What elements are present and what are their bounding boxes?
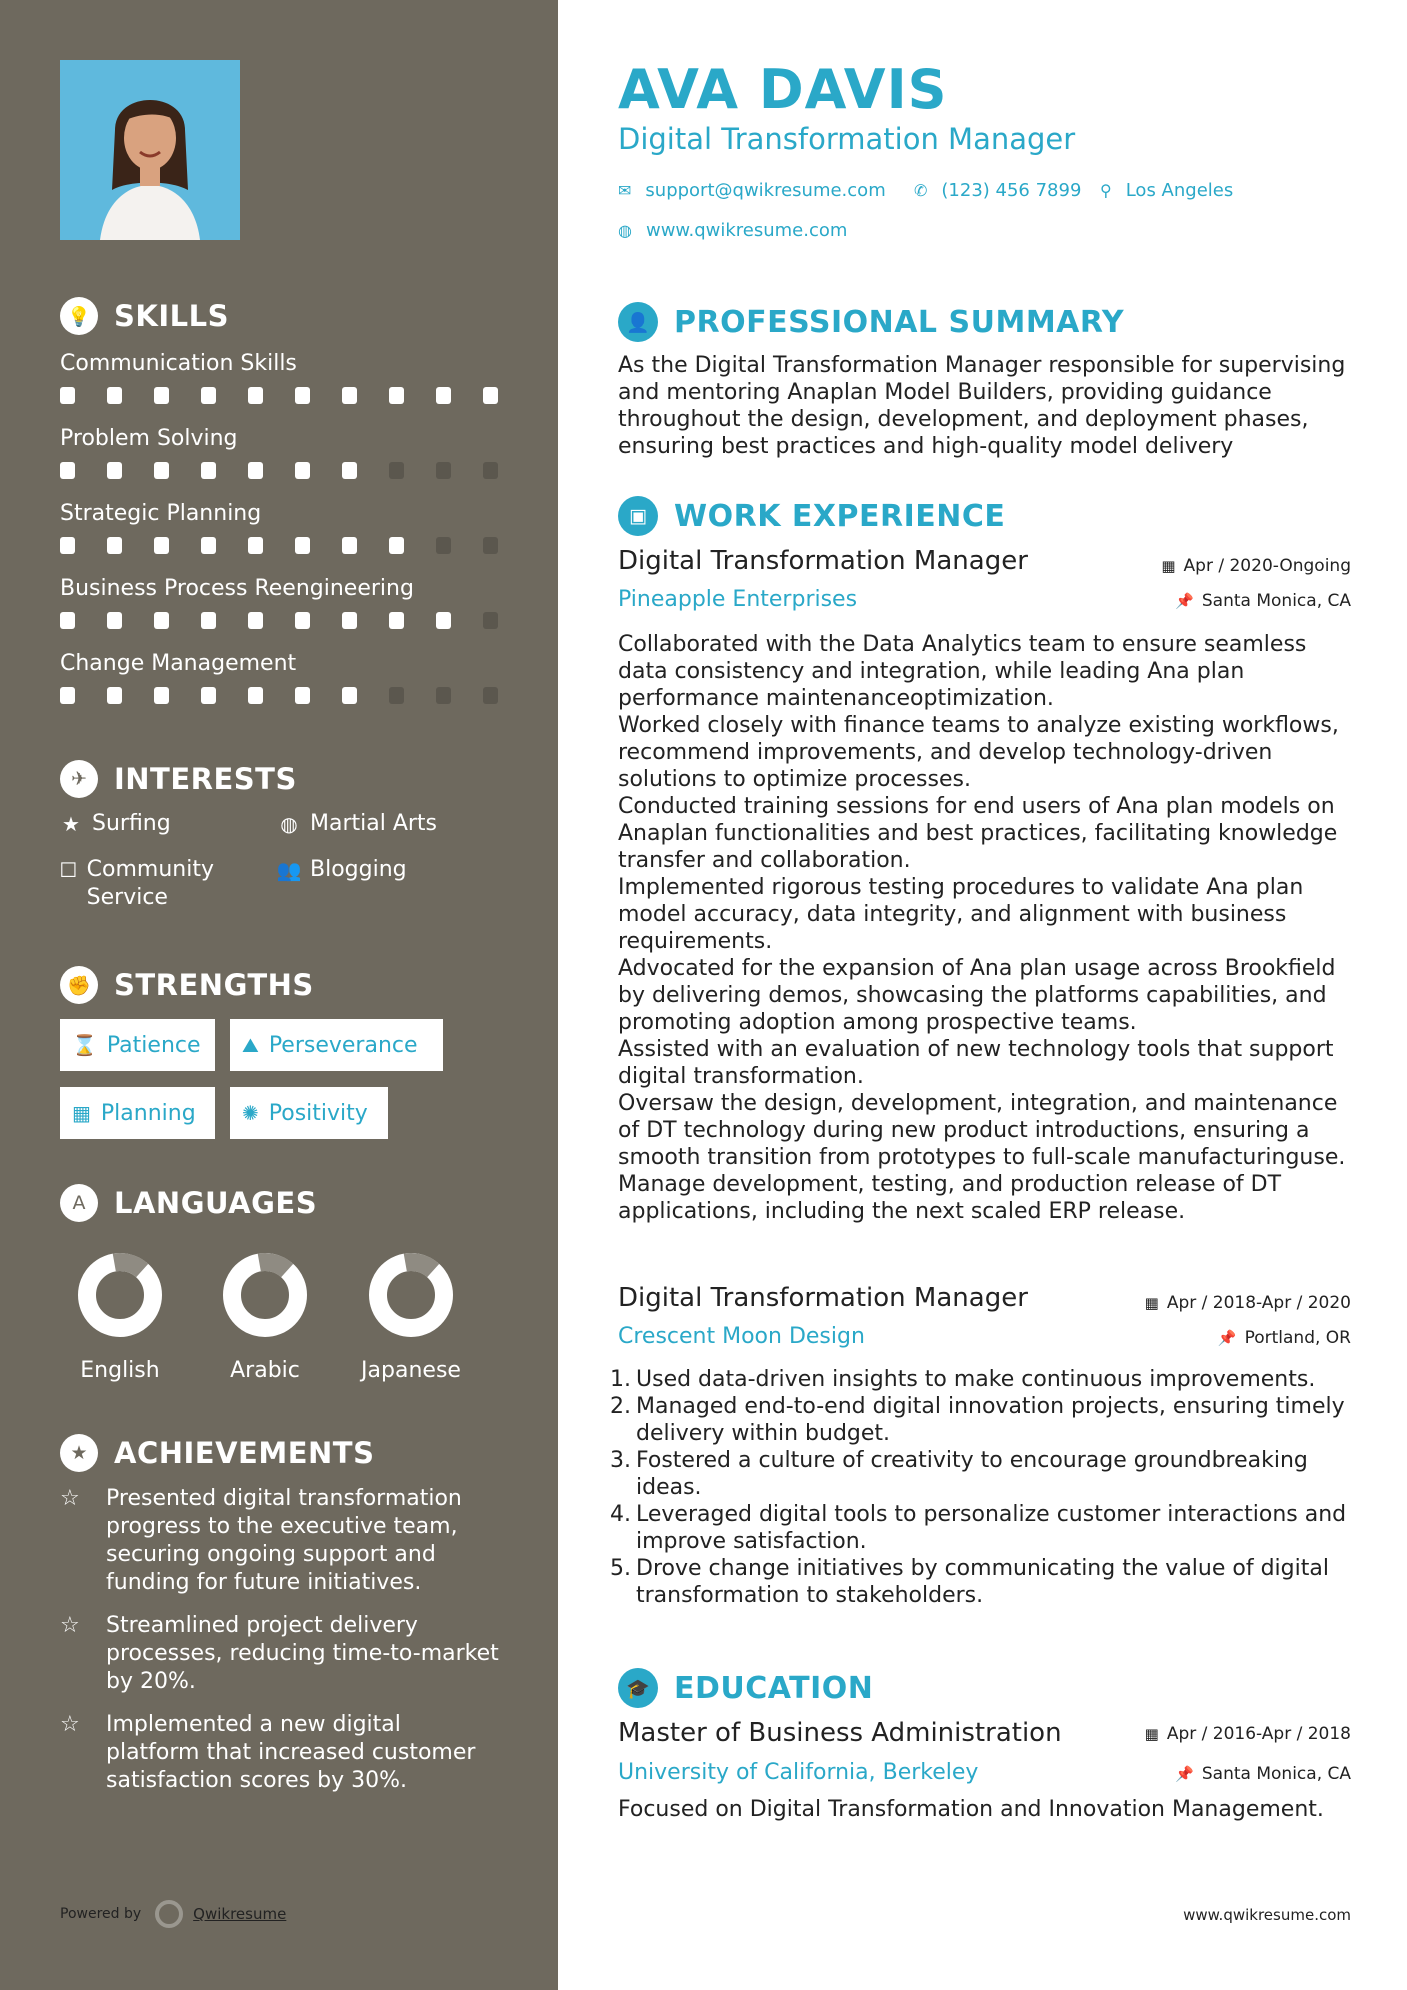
degree-title: Master of Business Administration xyxy=(618,1718,1062,1748)
language-label: English xyxy=(80,1358,160,1383)
interest-label: Blogging xyxy=(310,857,407,882)
list-number: 1. xyxy=(610,1367,631,1392)
skill-dot-filled xyxy=(60,387,75,404)
skill-dot-filled xyxy=(248,687,263,704)
list-item xyxy=(610,1366,1358,1393)
hand-icon: ☐ xyxy=(59,858,78,882)
skill-dot-filled xyxy=(248,387,263,404)
phone-icon: ✆ xyxy=(914,181,928,200)
language-label: Japanese xyxy=(361,1358,461,1383)
summary-heading xyxy=(618,302,1124,342)
education-dates-text: Apr / 2016-Apr / 2018 xyxy=(1166,1724,1351,1744)
skill-dot-empty xyxy=(436,687,451,704)
skill-dot-empty xyxy=(483,462,498,479)
strength-badge xyxy=(230,1019,443,1071)
skill-dot-filled xyxy=(201,387,216,404)
skill-name: Change Management xyxy=(60,651,297,676)
skill-name: Problem Solving xyxy=(60,426,238,451)
list-item xyxy=(610,1555,1358,1609)
footer-website[interactable]: www.qwikresume.com xyxy=(1183,1906,1351,1924)
strength-badge xyxy=(60,1087,215,1139)
language-item xyxy=(190,1250,340,1383)
education-location xyxy=(1175,1764,1351,1784)
phone-text: (123) 456 7899 xyxy=(941,180,1082,201)
sun-icon: ✺ xyxy=(242,1101,259,1125)
envelope-icon: ✉ xyxy=(618,181,632,200)
skill-dot-filled xyxy=(60,687,75,704)
strengths-title: STRENGTHS xyxy=(114,968,314,1002)
pin-icon: 📌 xyxy=(1175,592,1194,610)
skill-dot-filled xyxy=(295,612,310,629)
skill-dot-filled xyxy=(107,612,122,629)
skill-dot-empty xyxy=(483,612,498,629)
language-item xyxy=(336,1250,486,1383)
interest-item xyxy=(276,856,407,884)
strength-label: Positivity xyxy=(268,1100,368,1126)
skill-dot-filled xyxy=(342,462,357,479)
skill-dot-empty xyxy=(436,537,451,554)
job-location xyxy=(1218,1328,1351,1348)
education-heading xyxy=(618,1668,873,1708)
job-dates-text: Apr / 2018-Apr / 2020 xyxy=(1166,1293,1351,1313)
skill-rating xyxy=(60,387,530,404)
skill-dot-filled xyxy=(342,612,357,629)
skill-dot-filled xyxy=(483,387,498,404)
achievement-item xyxy=(60,1711,500,1795)
briefcase-icon: ▣ xyxy=(618,496,658,536)
languages-title: LANGUAGES xyxy=(114,1186,318,1220)
skill-dot-filled xyxy=(201,537,216,554)
skill-dot-filled xyxy=(107,687,122,704)
skill-dot-filled xyxy=(342,537,357,554)
achievement-text: Presented digital transformation progress to the executive team, securing ongoing support and funding for future initiatives. xyxy=(106,1486,462,1595)
calendar-icon: ▦ xyxy=(1144,1294,1159,1312)
skill-dot-filled xyxy=(436,612,451,629)
experience-title: WORK EXPERIENCE xyxy=(674,498,1006,534)
user-icon: 👤 xyxy=(618,302,658,342)
education-location-text: Santa Monica, CA xyxy=(1201,1764,1351,1784)
contact-location xyxy=(1100,180,1233,201)
job-description: Collaborated with the Data Analytics team to ensure seamless data consistency and integration, while leading Ana plan performance maintenanceoptimization. Worked closely with finance teams to analyze existing workflows, recommend improvements, and develop technology-driven solutions to optimize processes. Conducted training sessions for end users of Ana plan models on Anaplan functionalities and best practices, facilitating knowledge transfer and collaboration. Implemented rigorous testing procedures to validate Ana plan model accuracy, data integrity, and alignment with business requirements. Advocated for the expansion of Ana plan usage across Brookfield by delivering demos, showcasing the platforms capabilities, and promoting adoption among prospective teams. Assisted with an evaluation of new technology tools that support digital transformation. Oversaw the design, development, integration, and maintenance of DT technology during new product introductions, ensuring a smooth transition from prototypes to full-scale manufacturinguse. Manage development, testing, and production release of DT applications, including the next scaled ERP release. xyxy=(618,632,1346,1224)
education-description: Focused on Digital Transformation and Innovation Management. xyxy=(618,1797,1324,1822)
job-location-text: Santa Monica, CA xyxy=(1201,591,1351,611)
qwikresume-link[interactable]: Qwikresume xyxy=(193,1905,287,1923)
hourglass-icon: ⌛ xyxy=(72,1033,97,1057)
list-text: Used data-driven insights to make continuous improvements. xyxy=(636,1367,1316,1392)
list-number: 2. xyxy=(610,1394,631,1419)
skill-dot-filled xyxy=(154,687,169,704)
job-title: Digital Transformation Manager xyxy=(618,546,1028,576)
list-item xyxy=(610,1447,1358,1501)
list-text: Drove change initiatives by communicating the value of digital transformation to stakeholders. xyxy=(636,1556,1329,1608)
skill-dot-filled xyxy=(295,462,310,479)
skill-dot-filled xyxy=(154,537,169,554)
skill-dot-empty xyxy=(389,687,404,704)
list-number: 5. xyxy=(610,1556,631,1581)
company-name: Crescent Moon Design xyxy=(618,1324,865,1349)
skill-dot-empty xyxy=(483,687,498,704)
skill-dot-filled xyxy=(295,387,310,404)
list-text: Leveraged digital tools to personalize customer interactions and improve satisfaction. xyxy=(636,1502,1347,1554)
skill-rating xyxy=(60,687,530,704)
skill-dot-filled xyxy=(295,537,310,554)
achievements-title: ACHIEVEMENTS xyxy=(114,1436,375,1470)
skill-dot-filled xyxy=(107,387,122,404)
strength-label: Patience xyxy=(106,1032,201,1058)
school-name: University of California, Berkeley xyxy=(618,1760,979,1785)
person-photo-icon xyxy=(60,60,240,240)
skill-dot-filled xyxy=(248,462,263,479)
list-number: 4. xyxy=(610,1502,631,1527)
skill-dot-filled xyxy=(60,537,75,554)
main-content xyxy=(558,0,1407,1990)
powered-by-label: Powered by xyxy=(60,1906,142,1922)
star-icon: ★ xyxy=(62,812,80,836)
star-badge-icon: ★ xyxy=(60,1434,98,1472)
interest-item xyxy=(58,810,171,838)
skill-rating xyxy=(60,462,530,479)
interests-heading xyxy=(60,760,297,798)
skill-dot-filled xyxy=(389,537,404,554)
skill-dot-empty xyxy=(483,537,498,554)
strength-label: Planning xyxy=(100,1100,196,1126)
road-icon: ⛰ xyxy=(242,1033,259,1057)
skill-dot-empty xyxy=(436,462,451,479)
summary-text: As the Digital Transformation Manager responsible for supervising and mentoring Anaplan Model Builders, providing guidance throughout the design, development, and deployment phases, ensuring best practices and high-quality model delivery xyxy=(618,353,1346,459)
achievement-text: Streamlined project delivery processes, reducing time-to-market by 20%. xyxy=(106,1613,499,1694)
interest-label: Martial Arts xyxy=(310,811,438,836)
list-text: Fostered a culture of creativity to encourage groundbreaking ideas. xyxy=(636,1448,1308,1500)
skill-name: Strategic Planning xyxy=(60,501,262,526)
skills-heading xyxy=(60,297,229,335)
candidate-role: Digital Transformation Manager xyxy=(618,122,1076,156)
fist-icon: ✊ xyxy=(60,966,98,1004)
summary-title: PROFESSIONAL SUMMARY xyxy=(674,304,1125,340)
achievement-item xyxy=(60,1612,500,1696)
skill-dot-filled xyxy=(248,537,263,554)
contact-website[interactable] xyxy=(618,220,847,241)
graduation-icon: 🎓 xyxy=(618,1668,658,1708)
skill-dot-filled xyxy=(436,387,451,404)
job-dates xyxy=(1145,1293,1351,1313)
skill-rating xyxy=(60,537,530,554)
education-dates xyxy=(1145,1724,1351,1744)
skill-dot-filled xyxy=(201,462,216,479)
strength-label: Perseverance xyxy=(268,1032,418,1058)
translate-icon: A xyxy=(60,1184,98,1222)
profile-photo xyxy=(60,60,240,240)
experience-heading xyxy=(618,496,1005,536)
achievement-text: Implemented a new digital platform that increased customer satisfaction scores by 30%. xyxy=(106,1712,476,1793)
list-number: 3. xyxy=(610,1448,631,1473)
skill-dot-filled xyxy=(107,462,122,479)
job-location-text: Portland, OR xyxy=(1244,1328,1351,1348)
company-name: Pineapple Enterprises xyxy=(618,587,858,612)
paper-plane-icon: ✈ xyxy=(60,760,98,798)
language-ring-icon xyxy=(75,1250,165,1340)
skill-dot-filled xyxy=(154,462,169,479)
globe-icon: ◍ xyxy=(280,812,298,836)
globe-icon: ◍ xyxy=(618,221,632,240)
skill-rating xyxy=(60,612,530,629)
skills-title: SKILLS xyxy=(114,299,229,333)
list-item xyxy=(610,1393,1358,1447)
skill-dot-filled xyxy=(201,612,216,629)
language-ring-icon xyxy=(366,1250,456,1340)
strength-badge xyxy=(230,1087,388,1139)
skill-name: Business Process Reengineering xyxy=(60,576,414,601)
skill-dot-filled xyxy=(389,612,404,629)
interest-label: Surfing xyxy=(92,811,171,836)
list-text: Managed end-to-end digital innovation projects, ensuring timely delivery within budget. xyxy=(636,1394,1345,1446)
contact-phone[interactable] xyxy=(914,180,1081,201)
pin-icon: 📌 xyxy=(1217,1329,1237,1347)
sidebar xyxy=(0,0,558,1990)
skill-dot-filled xyxy=(201,687,216,704)
language-label: Arabic xyxy=(230,1358,300,1383)
skill-dot-filled xyxy=(295,687,310,704)
strength-badge xyxy=(60,1019,215,1071)
calendar-icon: ▦ xyxy=(1144,1725,1159,1743)
map-pin-icon: ⚲ xyxy=(1100,181,1112,200)
interest-label: Community Service xyxy=(86,857,214,910)
interest-item xyxy=(276,810,437,838)
calendar-icon: ▦ xyxy=(72,1101,91,1125)
achievements-heading xyxy=(60,1434,374,1472)
website-text: www.qwikresume.com xyxy=(645,220,848,241)
candidate-name: AVA DAVIS xyxy=(618,58,948,121)
skill-dot-filled xyxy=(248,612,263,629)
skill-dot-filled xyxy=(389,387,404,404)
calendar-icon: ▦ xyxy=(1161,557,1176,575)
achievement-item xyxy=(60,1485,500,1597)
strengths-heading xyxy=(60,966,314,1004)
skill-dot-empty xyxy=(389,462,404,479)
job-dates-text: Apr / 2020-Ongoing xyxy=(1183,556,1351,576)
languages-heading xyxy=(60,1184,317,1222)
skill-name: Communication Skills xyxy=(60,351,297,376)
location-text: Los Angeles xyxy=(1125,180,1234,201)
job-bullet-list xyxy=(610,1366,1358,1609)
shooting-star-icon: ☆ xyxy=(60,1613,80,1638)
email-text: support@qwikresume.com xyxy=(645,180,886,201)
contact-email[interactable] xyxy=(618,180,886,201)
skill-dot-filled xyxy=(342,387,357,404)
shooting-star-icon: ☆ xyxy=(60,1712,80,1737)
shooting-star-icon: ☆ xyxy=(60,1486,80,1511)
language-item xyxy=(45,1250,195,1383)
job-dates xyxy=(1161,556,1351,576)
interests-title: INTERESTS xyxy=(114,762,297,796)
interest-item xyxy=(58,856,258,912)
skill-dot-filled xyxy=(60,612,75,629)
skill-dot-filled xyxy=(107,537,122,554)
users-icon: 👥 xyxy=(276,858,302,882)
job-location xyxy=(1175,591,1351,611)
skill-dot-filled xyxy=(154,387,169,404)
list-item xyxy=(610,1501,1358,1555)
education-title: EDUCATION xyxy=(674,1670,874,1706)
language-ring-icon xyxy=(220,1250,310,1340)
pin-icon: 📌 xyxy=(1175,1765,1194,1783)
qwikresume-logo-icon xyxy=(155,1900,183,1928)
powered-by xyxy=(60,1900,286,1928)
skill-dot-filled xyxy=(60,462,75,479)
skill-dot-filled xyxy=(342,687,357,704)
skill-dot-filled xyxy=(154,612,169,629)
job-title: Digital Transformation Manager xyxy=(618,1283,1028,1313)
lightbulb-icon: 💡 xyxy=(60,297,98,335)
